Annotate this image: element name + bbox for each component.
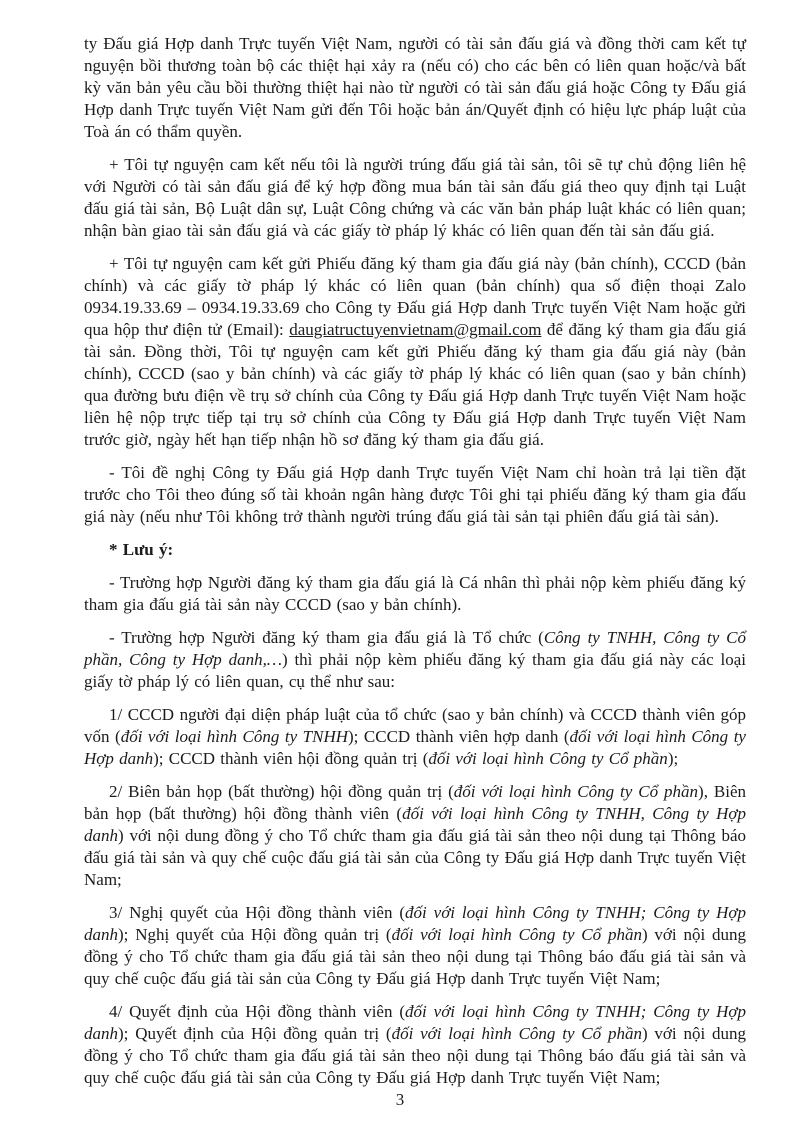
text-segment: + Tôi tự nguyện cam kết gửi Phiếu đăng ký tham gia đấu giá này (bản chính), CCCD (bản chính) và các giấy tờ pháp lý khác có liên quan (bản chính) qua số điện thoại Zalo 0934.19.33.69 – 0934.19.33.69 cho Công ty Đấu giá Hợp danh Trực tuyến Việt Nam hoặc gửi qua hộp thư điện tử (Email): [84, 254, 746, 339]
email-link[interactable]: daugiatructuyenvietnam@gmail.com [289, 320, 542, 339]
text-segment: - Trường hợp Người đăng ký tham gia đấu giá là Cá nhân thì phải nộp kèm phiếu đăng ký tham gia đấu giá tài sản này CCCD (sao y bản chính). [84, 573, 746, 614]
text-segment: đối với loại hình Công ty Cổ phần [391, 1024, 642, 1043]
text-segment: - Tôi đề nghị Công ty Đấu giá Hợp danh Trực tuyến Việt Nam chỉ hoàn trả lại tiền đặt trước cho Tôi theo đúng số tài khoản ngân hàng được Tôi ghi tại phiếu đăng ký tham gia đấu giá này (nếu như Tôi không trở thành người trúng đấu giá tài sản tại phiên đấu giá tài sản). [84, 463, 746, 526]
text-segment: ) thì phải nộp kèm phiếu đăng ký tham gia đấu giá này các loại giấy tờ pháp lý có liên quan, cụ thể như sau: [84, 650, 746, 691]
para-liability-continuation [84, 33, 746, 143]
item-3-resolution [84, 902, 746, 990]
text-segment: ) với nội dung đồng ý cho Tổ chức tham gia đấu giá tài sản theo nội dung tại Thông báo đấu giá tài sản và quy chế cuộc đấu giá tài sản của Công ty Đấu giá Hợp danh Trực tuyến Việt Nam; [84, 826, 746, 889]
para-individual-case [84, 572, 746, 616]
text-segment: 1/ CCCD người đại diện pháp luật của tổ chức (sao y bản chính) và CCCD thành viên góp vốn ( [84, 705, 746, 746]
text-segment: đối với loại hình Công ty Cổ phần [428, 749, 668, 768]
text-segment: đối với loại hình Công ty TNHH; Công ty Hợp danh [84, 903, 746, 944]
text-segment: ) với nội dung đồng ý cho Tổ chức tham gia đấu giá tài sản theo nội dung tại Thông báo đấu giá tài sản và quy chế cuộc đấu giá tài sản của Công ty Đấu giá Hợp danh Trực tuyến Việt Nam; [84, 925, 746, 988]
text-segment: - Trường hợp Người đăng ký tham gia đấu giá là Tổ chức ( [109, 628, 544, 647]
text-segment: ) với nội dung đồng ý cho Tổ chức tham gia đấu giá tài sản theo nội dung tại Thông báo đấu giá tài sản và quy chế cuộc đấu giá tài sản của Công ty Đấu giá Hợp danh Trực tuyến Việt Nam; [84, 1024, 746, 1087]
text-segment: 4/ Quyết định của Hội đồng thành viên ( [109, 1002, 406, 1021]
page-number: 3 [395, 1090, 405, 1109]
text-segment: đối với loại hình Công ty TNHH [120, 727, 348, 746]
text-segment: đối với loại hình Công ty TNHH; Công ty Hợp danh [84, 1002, 746, 1043]
text-segment: Công ty TNHH, Công ty Cổ phần, Công ty Hợp danh,… [84, 628, 746, 669]
text-segment: ); Quyết định của Hội đồng quản trị ( [118, 1024, 392, 1043]
para-commit-submission [84, 253, 746, 451]
note-heading [84, 539, 746, 561]
text-segment: + Tôi tự nguyện cam kết nếu tôi là người trúng đấu giá tài sản, tôi sẽ tự chủ động liên hệ với Người có tài sản đấu giá để ký hợp đồng mua bán tài sản đấu giá theo quy định tại Luật đấu giá tài sản, Bộ Luật dân sự, Luật Công chứng và các văn bản pháp luật khác có liên quan; nhận bàn giao tài sản đấu giá và các giấy tờ pháp lý khác có liên quan đến tài sản đấu giá. [84, 155, 746, 240]
text-segment: đối với loại hình Công ty TNHH, Công ty Hợp danh [84, 804, 747, 845]
text-segment: ); CCCD thành viên hợp danh ( [348, 727, 570, 746]
text-segment: ); CCCD thành viên hội đồng quản trị ( [153, 749, 429, 768]
text-segment: 3/ Nghị quyết của Hội đồng thành viên ( [109, 903, 406, 922]
text-segment: đối với loại hình Công ty Cổ phần [453, 782, 699, 801]
text-segment: đối với loại hình Công ty Cổ phần [391, 925, 642, 944]
item-4-decision [84, 1001, 746, 1089]
text-segment: ), Biên bản họp (bất thường) hội đồng thành viên ( [84, 782, 746, 823]
text-segment: đối với loại hình Công ty Hợp danh [84, 727, 746, 768]
item-2-meeting-minutes [84, 781, 746, 891]
para-refund-request [84, 462, 746, 528]
text-segment: ty Đấu giá Hợp danh Trực tuyến Việt Nam, người có tài sản đấu giá và đồng thời cam kết tự nguyện bồi thương toàn bộ các thiệt hại xảy ra (nếu có) cho các bên có liên quan hoặc/và bất kỳ văn bản yêu cầu bồi thường thiệt hại nào từ người có tài sản đấu giá hoặc Công ty Đấu giá Hợp danh Trực tuyến Việt Nam gửi đến Tôi hoặc bản án/Quyết định có hiệu lực pháp luật của Toà án có thẩm quyền. [84, 34, 746, 141]
text-segment: để đăng ký tham gia đấu giá tài sản. Đồng thời, Tôi tự nguyện cam kết gửi Phiếu đăng ký tham gia đấu giá này (bản chính), CCCD (sao y bản chính) và các giấy tờ pháp lý khác có liên quan (sao y bản chính) qua đường bưu điện về trụ sở chính của Công ty Đấu giá Hợp danh Trực tuyến Việt Nam hoặc liên hệ nộp trực tiếp tại trụ sở chính của Công ty Đấu giá Hợp danh Trực tuyến Việt Nam trước giờ, ngày hết hạn tiếp nhận hồ sơ đăng ký tham gia đấu giá. [84, 320, 746, 449]
item-1-cccd [84, 704, 746, 770]
document-body [84, 33, 746, 1089]
text-segment: ); Nghị quyết của Hội đồng quản trị ( [118, 925, 392, 944]
para-organization-case [84, 627, 746, 693]
text-segment: ); [667, 749, 679, 768]
text-segment: 2/ Biên bản họp (bất thường) hội đồng quản trị ( [109, 782, 454, 801]
text-segment: * Lưu ý: [109, 540, 174, 559]
para-commit-sign-contract [84, 154, 746, 242]
